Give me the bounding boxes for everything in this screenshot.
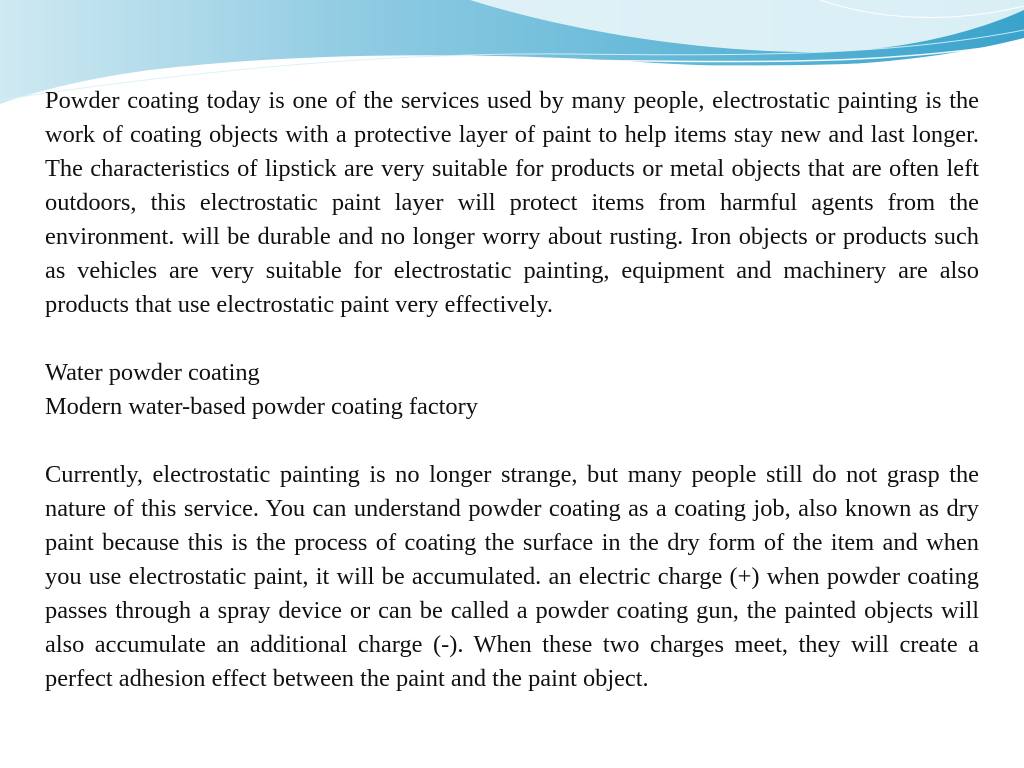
- intro-paragraph: Powder coating today is one of the services used by many people, electrostatic painting is the work of coating objects with a protective layer of paint to help items stay new and last longer. The characteristics of lipstick are very suitable for products or metal objects that are often left outdoors, this electrostatic paint layer will protect items from harmful agents from the environment. will be durable and no longer worry about rusting. Iron objects or products such as vehicles are very suitable for electrostatic painting, equipment and machinery are also products that use electrostatic paint very effectively.: [45, 87, 979, 318]
- slide-body: [45, 84, 979, 696]
- paragraph-spacer: [45, 322, 979, 356]
- paragraph-spacer: [45, 424, 979, 458]
- section-heading-factory: Modern water-based powder coating factory: [45, 393, 478, 420]
- section-heading-water-powder-coating: Water powder coating: [45, 359, 260, 386]
- body-paragraph: Currently, electrostatic painting is no longer strange, but many people still do not grasp the nature of this service. You can understand powder coating as a coating job, also known as dry paint because this is the process of coating the surface in the dry form of the item and when you use electrostatic paint, it will be accumulated. an electric charge (+) when powder coating passes through a spray device or can be called a powder coating gun, the painted objects will also accumulate an additional charge (-). When these two charges meet, they will create a perfect adhesion effect between the paint and the paint object.: [45, 461, 979, 692]
